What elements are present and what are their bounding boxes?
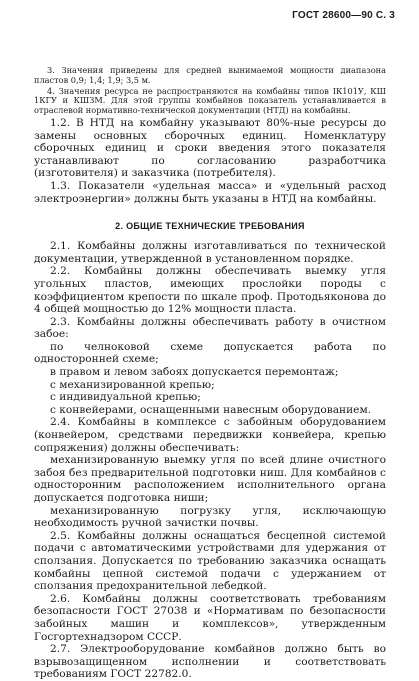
paragraph-2-4-item-b: механизированную погрузку угля, исключающую необходимость ручной зачистки почвы. bbox=[34, 504, 386, 530]
paragraph-2-3-item-d: с индивидуальной крепью; bbox=[50, 391, 201, 404]
paragraph-2-1: 2.1. Комбайны должны изготавливаться по технической документации, утвержденной в установленном порядке. bbox=[34, 240, 386, 265]
paragraph-2-4: 2.4. Комбайны в комплексе с забойным оборудованием (конвейером, средствами передвижки конвейера, крепью сопряжения) должны обеспечивать: bbox=[34, 416, 386, 454]
paragraph-2-3-item-a: по челноковой схеме допускается работа по односторонней схеме; bbox=[34, 340, 386, 366]
table-note-4: 4. Значения ресурса не распространяются на комбайны типов IК101У, КШ 1КГУ и КШЗМ. Для этой группы комбайнов показатель устанавливается в отраслевой нормативно-технической документации (НТД) на комбайны. bbox=[34, 85, 386, 115]
paragraph-2-3-item-e: с конвейерами, оснащенными навесным оборудованием. bbox=[50, 403, 372, 416]
paragraph-2-3-item-b: в правом и левом забоях допускается перемонтаж; bbox=[50, 366, 339, 379]
document-body bbox=[34, 66, 386, 681]
page-header: ГОСТ 28600—90 С. 3 bbox=[292, 10, 395, 21]
section-title: 2. ОБЩИЕ ТЕХНИЧЕСКИЕ ТРЕБОВАНИЯ bbox=[115, 221, 305, 232]
paragraph-1-2: 1.2. В НТД на комбайну указывают 80%-ные ресурсы до замены основных сборочных единиц. Номенклатуру сборочных единиц и сроки введения этого показателя устанавливают по согласованию разработчика (изготовителя) и заказчика (потребителя). bbox=[34, 116, 386, 180]
paragraph-2-7: 2.7. Электрооборудование комбайнов должно быть во взрывозащищенном исполнении и соответствовать требованиям ГОСТ 22782.0. bbox=[34, 643, 386, 681]
paragraph-2-6: 2.6. Комбайны должны соответствовать требованиям безопасности ГОСТ 27038 и «Нормативам по безопасности забойных машин и комплексов», утвержденным Госгортехнадзором СССР. bbox=[34, 592, 386, 643]
paragraph-2-2: 2.2. Комбайны должны обеспечивать выемку угля угольных пластов, имеющих прослойки породы с коэффициентом крепости по шкале проф. Протодьяконова до 4 общей мощностью до 12% мощности пласта. bbox=[34, 265, 386, 316]
paragraph-2-3-item-c: с механизированной крепью; bbox=[50, 378, 215, 391]
paragraph-2-5: 2.5. Комбайны должны оснащаться бесцепной системой подачи с автоматическими устройствами для удержания от сползания. Допускается по требованию заказчика оснащать комбайны цепной системой подачи с удержанием от сползания предохранительной лебедкой. bbox=[34, 529, 386, 593]
paragraph-2-4-item-a: механизированную выемку угля по всей длине очистного забоя без предварительной подготовки ниш. Для комбайнов с односторонним расположением исполнительного органа допускается подготовка ниши; bbox=[34, 454, 386, 504]
paragraph-1-3: 1.3. Показатели «удельная масса» и «удельный расход электроэнергии» должны быть указаны в НТД на комбайны. bbox=[34, 179, 386, 205]
paragraph-2-3: 2.3. Комбайны должны обеспечивать работу в очистном забое: bbox=[34, 315, 386, 341]
table-note-3: 3. Значения приведены для средней вынимаемой мощности диапазона пластов 0,9; 1,4; 1,9; 3,5 м. bbox=[34, 65, 386, 85]
